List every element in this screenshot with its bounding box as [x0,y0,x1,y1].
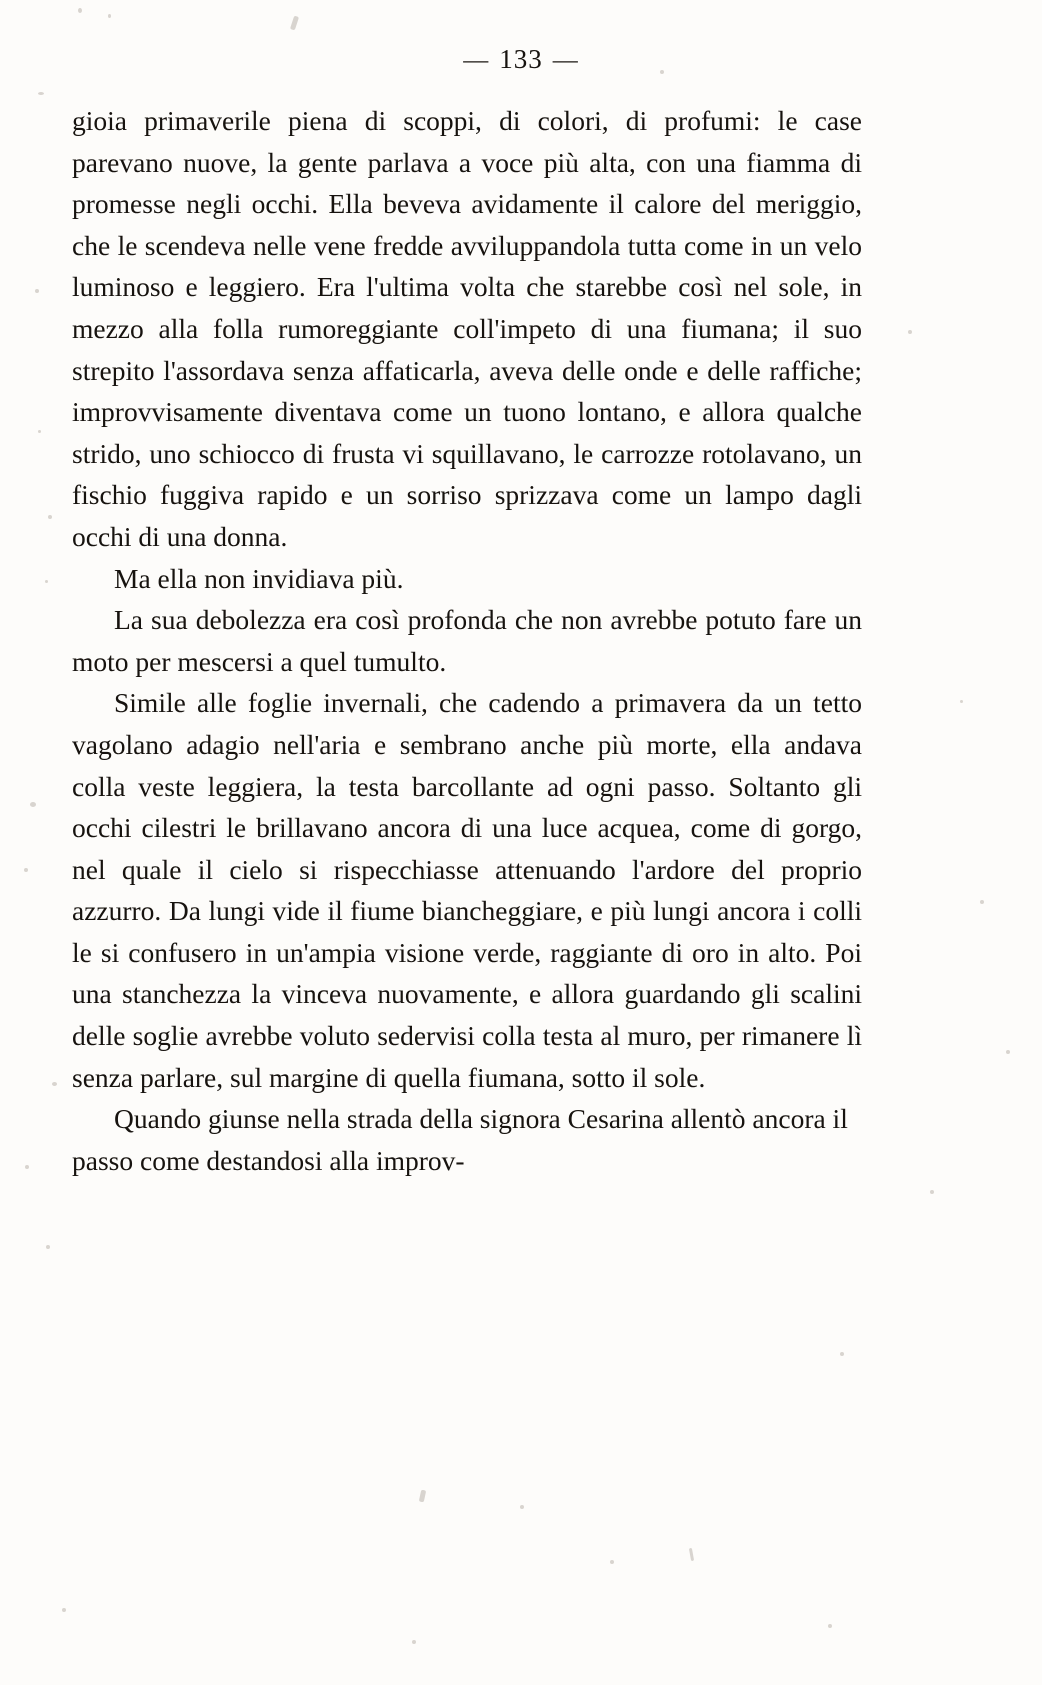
scan-speck [62,1608,66,1612]
paragraph: La sua debolezza era così profonda che non avrebbe potuto fare un moto per mescersi a quel tumulto. [72,604,862,677]
scan-speck [46,1245,50,1249]
paragraph: Simile alle foglie invernali, che cadendo a primavera da un tetto vagolano adagio nell'aria e sembrano anche più morte, ella andava colla veste leggiera, la testa barcollante ad ogni passo. Soltanto gli occhi cilestri le brillavano ancora di una luce acquea, come di gorgo, nel quale il cielo si rispecchiasse attenuando l'ardore del proprio azzurro. Da lungi vide il fiume biancheggiare, e più lungi ancora i colli le si confusero in un'ampia visione verde, raggiante di oro in alto. Poi una stanchezza la vinceva nuovamente, e allora guardando gli scalini delle soglie avrebbe voluto sedervisi colla testa al muro, per rimanere lì senza parlare, sul margine di quella fiumana, sotto il sole. [72,687,862,1093]
scan-speck [610,1560,614,1564]
scan-speck [45,580,48,583]
paragraph: gioia primaverile piena di scoppi, di colori, di profumi: le case parevano nuove, la gente parlava a voce più alta, con una fiamma di promesse negli occhi. Ella beveva avidamente il calore del meriggio, che le scendeva nelle vene fredde avviluppandola tutta come in un velo luminoso e leggiero. Era l'ultima volta che starebbe così nel sole, in mezzo alla folla rumoreggiante coll'impeto di una fiumana; il suo strepito l'assordava senza affaticarla, aveva delle onde e delle raffiche; improvvisamente diventava come un tuono lontano, e allora qualche strido, uno schiocco di frusta vi squillavano, le carrozze rotolavano, un fischio fuggiva rapido e un sorriso sprizzava come un lampo dagli occhi di una donna. [72,105,862,552]
page-number-left-dash: — [463,47,490,74]
scan-speck [908,330,912,334]
scan-speck [48,515,52,519]
scan-speck [290,16,299,31]
scan-speck [38,92,44,95]
scan-speck [828,1624,832,1628]
page-number-right-dash: — [552,47,579,74]
page-body-text [72,100,862,1181]
scan-speck [689,1548,694,1561]
scan-speck [1006,1050,1010,1054]
scan-speck [108,14,111,18]
paragraph: Ma ella non invidiava più. [114,562,404,594]
paragraph: Quando giunse nella strada della signora Cesarina allentò ancora il passo come destandosi alla improv- [72,1103,848,1176]
scan-speck [840,1352,844,1356]
scan-speck [78,8,82,13]
scan-speck [930,1190,934,1194]
scan-speck [38,430,41,433]
page-number-value: 133 [499,44,543,74]
scan-speck [980,900,984,904]
scan-speck [419,1490,426,1503]
scan-speck [30,802,36,807]
scan-speck [520,1505,524,1509]
page-number [0,44,1042,75]
scan-speck [25,1165,29,1169]
scan-speck [52,1082,57,1086]
scan-speck [35,289,39,293]
scan-speck [412,1640,416,1644]
scan-speck [960,700,963,703]
scan-speck [24,868,28,872]
